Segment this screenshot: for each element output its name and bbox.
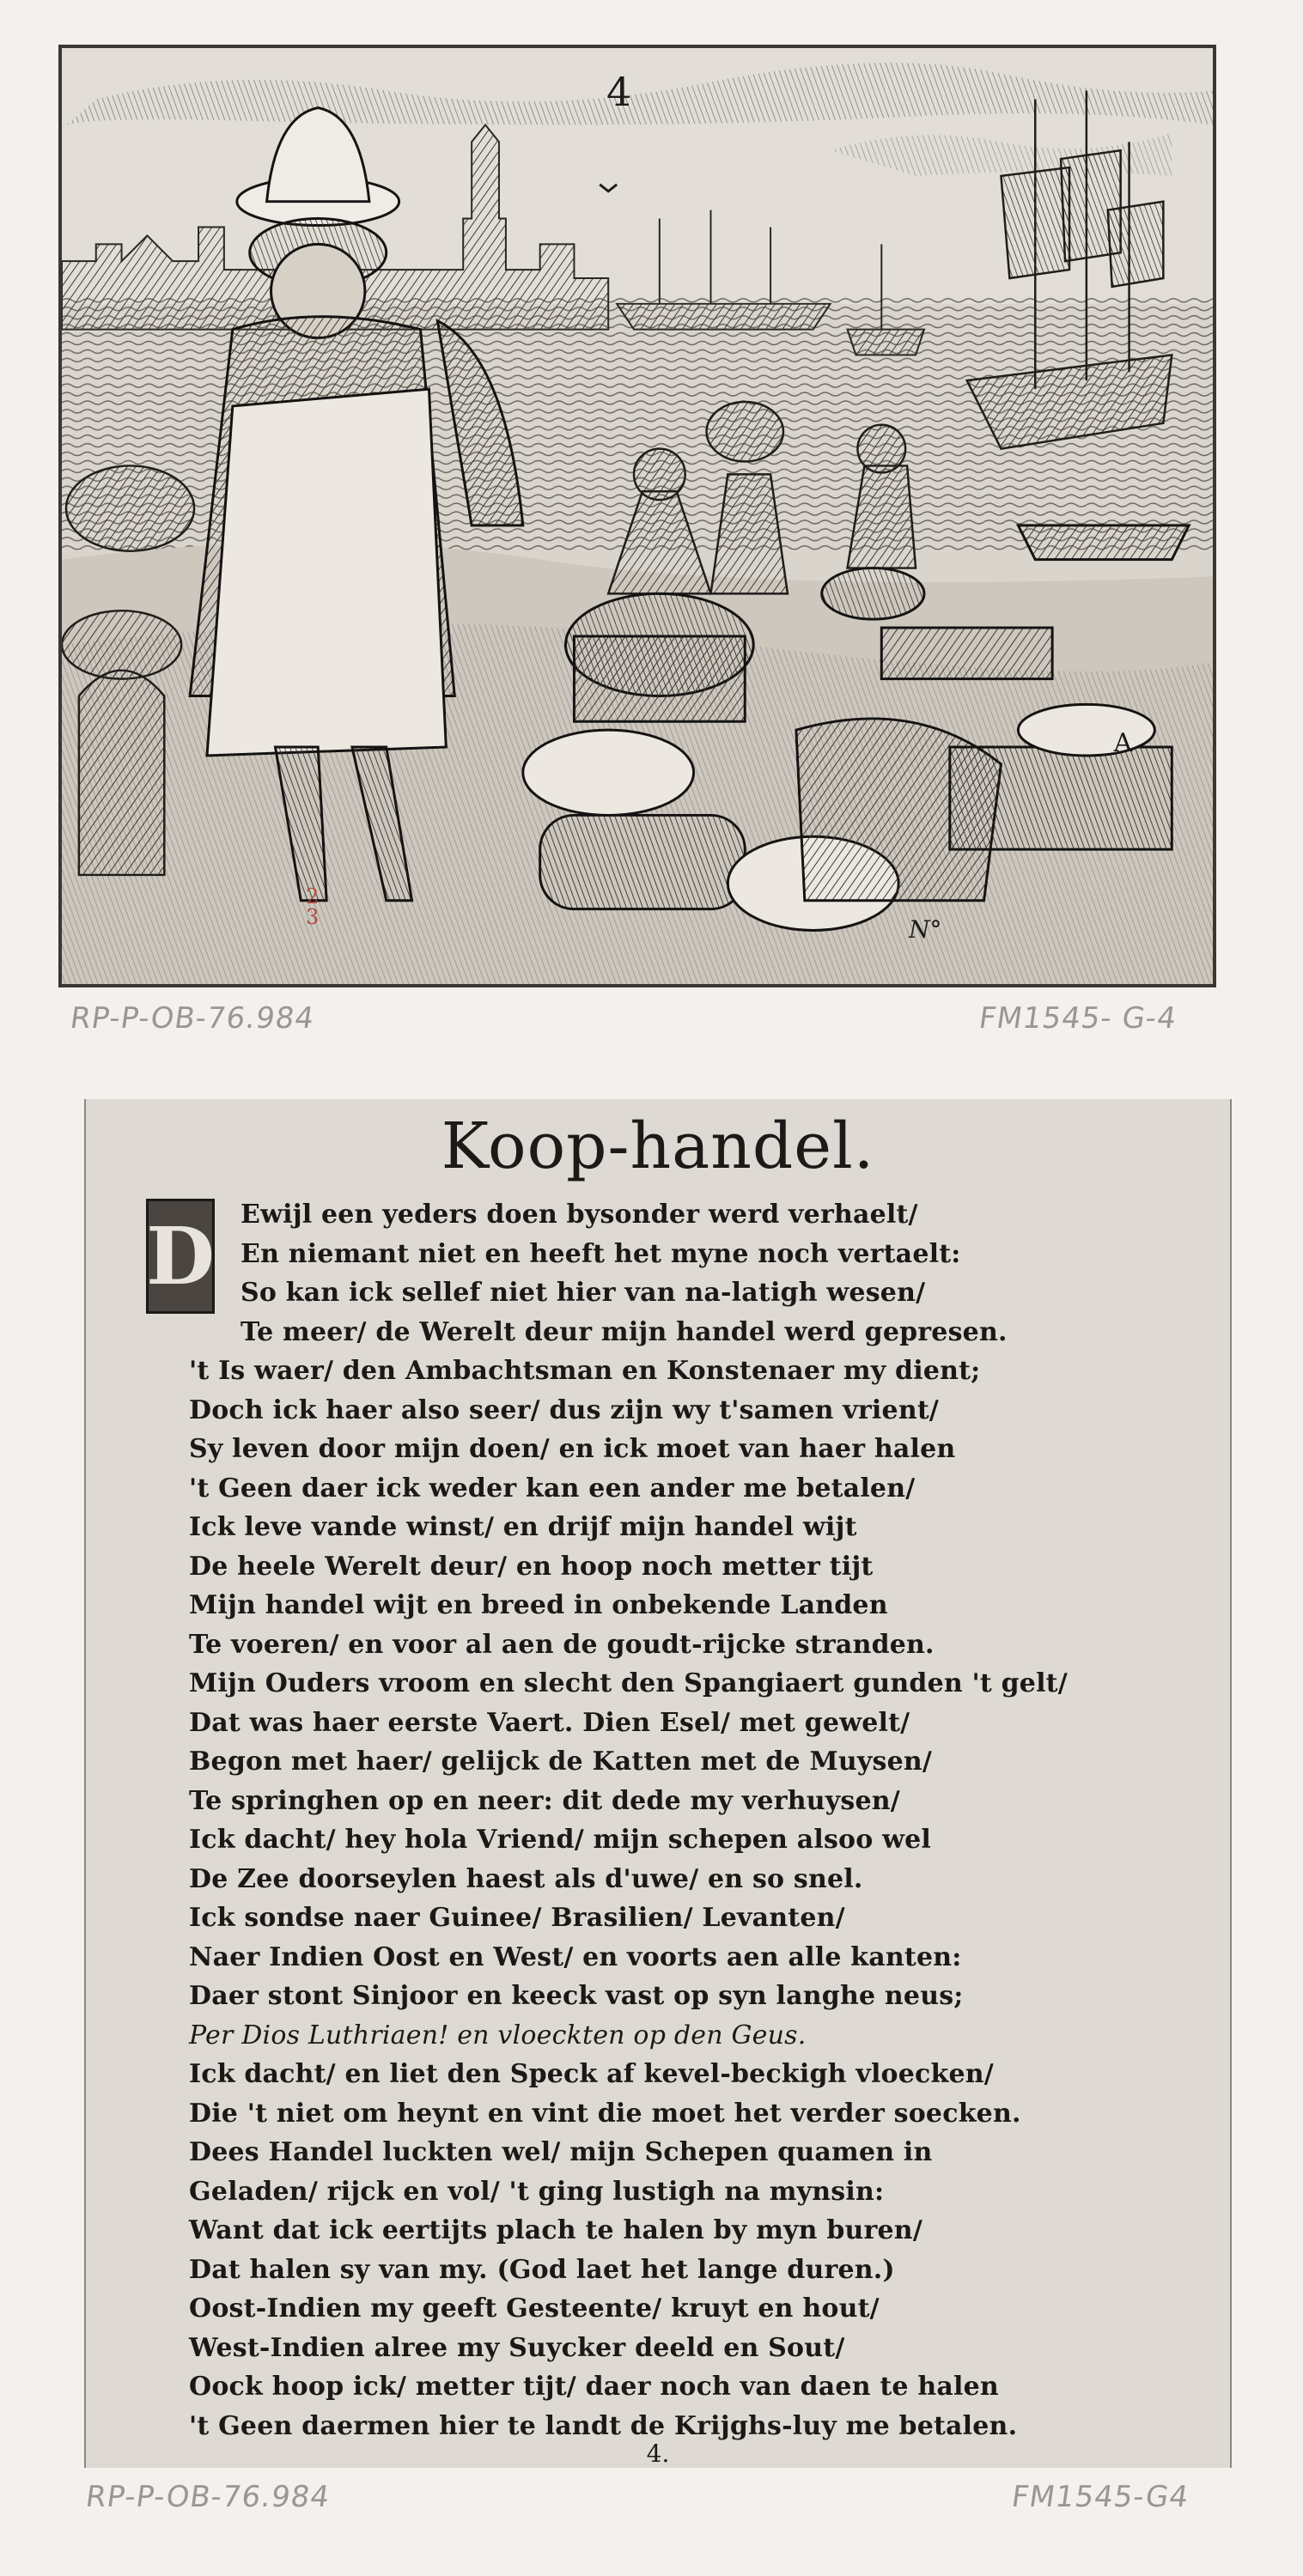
poem-line: Daer stont Sinjoor en keeck vast op syn langhe neus; — [189, 1981, 964, 2011]
poem-line: Te voeren/ en voor al aen de goudt-rijcke stranden. — [189, 1629, 935, 1660]
poem-lines — [103, 1195, 1196, 2445]
poem-line: Ick dacht/ hey hola Vriend/ mijn schepen alsoo wel — [189, 1825, 932, 1855]
poem-line: De heele Werelt deur/ en hoop noch metter tijt — [189, 1551, 874, 1582]
inventory-annotation-bottom-left: RP-P-OB-76.984 — [83, 2480, 332, 2514]
poem-line: Doch ick haer also seer/ dus zijn wy t'samen vrient/ — [189, 1394, 940, 1425]
poem-line: Oost-Indien my geeft Gesteente/ kruyt en hout/ — [189, 2293, 880, 2324]
poem-line: Mijn handel wijt en breed in onbekende Landen — [189, 1590, 888, 1620]
poem-line: Ick sondse naer Guinee/ Brasilien/ Levanten/ — [189, 1903, 845, 1933]
poem-line: Die 't niet om heynt en vint die moet het verder soecken. — [189, 2098, 1021, 2129]
bale-mark-text: A — [1113, 728, 1133, 758]
inventory-annotation-top-left: RP-P-OB-76.984 — [68, 1001, 317, 1036]
engraving-illustration — [58, 45, 1216, 987]
poem-sheet — [84, 1099, 1232, 2468]
poem-line: Want dat ick eertijts plach te halen by myn buren/ — [189, 2215, 922, 2245]
poem-line: Te meer/ de Werelt deur mijn handel werd gepresen. — [241, 1316, 1008, 1347]
poem-line: Per Dios Luthriaen! en vloeckten op den Geus. — [189, 2020, 807, 2050]
poem-line: De Zee doorseylen haest als d'uwe/ en so snel. — [189, 1863, 863, 1894]
poem-line: Dat halen sy van my. (God laet het lange duren.) — [189, 2254, 895, 2285]
poem-line: Ick leve vande winst/ en drijf mijn handel wijt — [189, 1512, 857, 1542]
poem-line: 't Geen daermen hier te landt de Krijghs-luy me betalen. — [189, 2410, 1018, 2441]
poem-line: Naer Indien Oost en West/ en voorts aen alle kanten: — [189, 1941, 962, 1972]
poem-line: Dees Handel luckten wel/ mijn Schepen quamen in — [189, 2137, 933, 2167]
poem-line: Oock hoop ick/ metter tijt/ daer noch van daen te halen — [189, 2372, 999, 2402]
poem-line: En niemant niet en heeft het myne noch vertaelt: — [241, 1238, 961, 1269]
inventory-annotation-bottom-right: FM1545-G4 — [1009, 2480, 1191, 2514]
poem-line: 't Geen daer ick weder kan een ander me betalen/ — [189, 1473, 916, 1504]
page-number: 4. — [646, 2439, 670, 2468]
poem-line: Sy leven door mijn doen/ en ick moet van haer halen — [189, 1434, 956, 1464]
poem-line: Geladen/ rijck en vol/ 't ging lustigh na mynsin: — [189, 2176, 885, 2207]
inventory-annotation-top-right: FM1545- G-4 — [977, 1001, 1179, 1036]
engraving-number-mark: N° — [909, 915, 942, 944]
poem-line: Begon met haer/ gelijck de Katten met de Muysen/ — [189, 1747, 933, 1777]
poem-line: Mijn Ouders vroom en slecht den Spangiaert gunden 't gelt/ — [189, 1668, 1068, 1698]
poem-line: Te springhen op en neer: dit dede my verhuysen/ — [189, 1785, 900, 1816]
poem-line: Ewijl een yeders doen bysonder werd verhaelt/ — [241, 1200, 918, 1230]
initial-letter: D — [146, 1210, 215, 1303]
poem-line: Ick dacht/ en liet den Speck af kevel-beckigh vloecken/ — [189, 2059, 994, 2089]
poem-line: 't Is waer/ den Ambachtsman en Konstenaer my dient; — [189, 1356, 981, 1386]
sheet-title: Koop-handel. — [441, 1109, 875, 1183]
poem-line: Dat was haer eerste Vaert. Dien Esel/ met gewelt/ — [189, 1707, 910, 1738]
pencil-mark: 2 3 — [306, 884, 320, 929]
poem-line: West-Indien alree my Suycker deeld en Sout/ — [189, 2332, 845, 2363]
poem-line: So kan ick sellef niet hier van na-latigh wesen/ — [241, 1278, 926, 1308]
harbor-scene-picture — [62, 48, 1213, 984]
plate-number: 4 — [606, 69, 632, 115]
